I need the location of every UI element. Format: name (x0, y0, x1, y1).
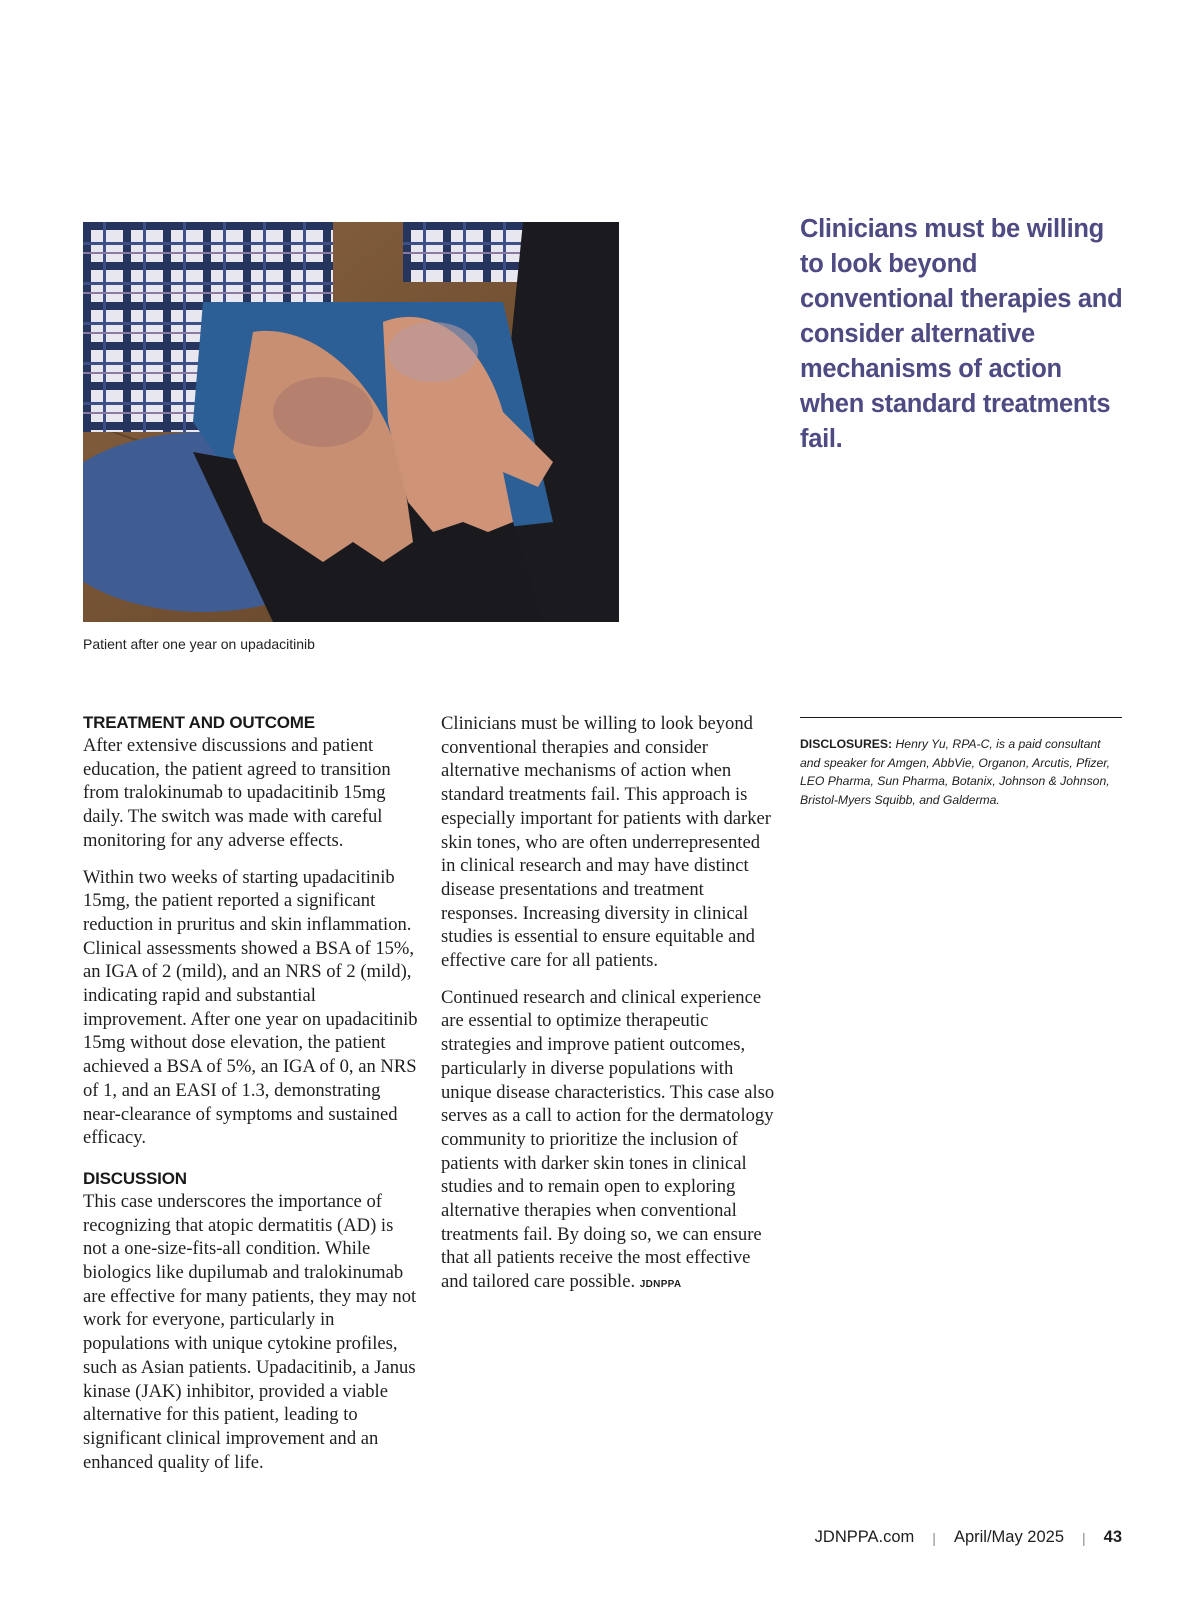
section-heading-treatment: TREATMENT AND OUTCOME (83, 713, 315, 732)
patient-hands-photo (83, 222, 619, 622)
treatment-paragraph-1: After extensive discussions and patient education, the patient agreed to transition from tralokinumab to upadacitinib 15mg daily. The switch was made with careful monitoring for any adverse effects. (83, 735, 391, 851)
disclosures-box (800, 717, 1122, 809)
pull-quote: Clinicians must be willing to look beyond conventional therapies and consider alternative mechanisms of action when standard treatments fail. (800, 215, 1123, 453)
footer-divider: | (932, 1529, 936, 1546)
article-column-1 (83, 712, 418, 1487)
section-heading-discussion: DISCUSSION (83, 1168, 187, 1188)
discussion-paragraph-2: Clinicians must be willing to look beyond conventional therapies and consider alternative mechanisms of action when standard treatments fail. This approach is especially important for patients with darker skin tones, who are often underrepresented in clinical research and may have distinct disease presentations and treatment responses. Increasing diversity in clinical studies is essential to ensure equitable and effective care for all patients. (441, 713, 771, 972)
end-mark: JDNPPA (639, 1279, 682, 1291)
footer-site: JDNPPA.com (814, 1528, 915, 1546)
disclosures-text: Henry Yu, RPA-C, is a paid consultant and speaker for Amgen, AbbVie, Organon, Arcutis, Pfizer, LEO Pharma, Sun Pharma, Botanix, Johnson & Johnson, Bristol-Myers Squibb, and Galderma. (800, 737, 1111, 807)
figure-caption: Patient after one year on upadacitinib (83, 636, 315, 652)
article-column-2 (441, 712, 776, 1310)
page-footer (815, 1528, 1122, 1547)
page-number: 43 (1103, 1528, 1122, 1546)
footer-divider: | (1082, 1529, 1086, 1546)
discussion-paragraph-3-text: Continued research and clinical experience are essential to optimize therapeutic strategies and improve patient outcomes, particularly in diverse populations with unique disease characteristics. This case also serves as a call to action for the dermatology community to prioritize the inclusion of patients with darker skin tones in clinical studies and to remain open to exploring alternative therapies when conventional treatments fail. By doing so, we can ensure that all patients receive the most effective and tailored care possible. (441, 986, 775, 1293)
disclosures-label: DISCLOSURES: (800, 737, 893, 751)
discussion-paragraph-1: This case underscores the importance of recognizing that atopic dermatitis (AD) is not a one-size-fits-all condition. While biologics like dupilumab and tralokinumab are effective for many patients, they may not work for everyone, particularly in populations with unique cytokine profiles, such as Asian patients. Upadacitinib, a Janus kinase (JAK) inhibitor, provided a viable alternative for this patient, leading to significant clinical improvement and an enhanced quality of life. (83, 1190, 417, 1473)
footer-issue: April/May 2025 (953, 1528, 1064, 1546)
treatment-paragraph-2: Within two weeks of starting upadacitinib 15mg, the patient reported a significant reduction in pruritus and skin inflammation. Clinical assessments showed a BSA of 15%, an IGA of 2 (mild), and an NRS of 2 (mild), indicating rapid and substantial improvement. After one year on upadacitinib 15mg without dose elevation, the patient achieved a BSA of 5%, an IGA of 0, an NRS of 1, and an EASI of 1.3, demonstrating near-clearance of symptoms and sustained efficacy. (83, 866, 418, 1149)
discussion-paragraph-3 (441, 986, 776, 1297)
